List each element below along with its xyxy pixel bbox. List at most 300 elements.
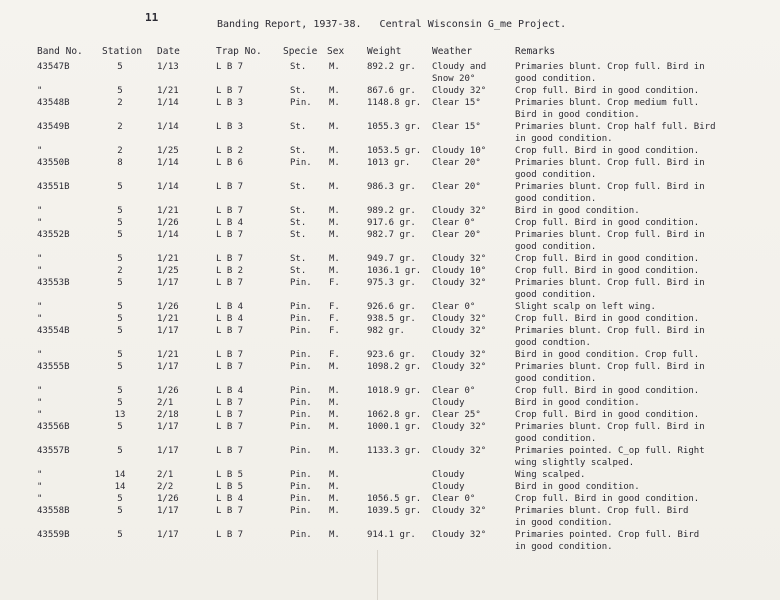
- cell-trap: L B 7: [216, 62, 244, 72]
- cell-sex: M.: [329, 470, 340, 480]
- paper-fold-mark: [377, 550, 378, 600]
- cell-remarks: wing slightly scalped.: [515, 458, 635, 468]
- table-row: [0, 470, 780, 482]
- cell-weather: Clear 20°: [432, 158, 481, 168]
- cell-weather: Cloudy: [432, 398, 465, 408]
- cell-sex: F.: [329, 278, 340, 288]
- cell-trap: L B 7: [216, 86, 244, 96]
- cell-weather: Clear 0°: [432, 494, 476, 504]
- cell-specie: Pin.: [290, 302, 312, 312]
- cell-station: 5: [117, 506, 123, 516]
- table-row: [0, 182, 780, 194]
- table-row: [0, 278, 780, 290]
- cell-remarks: Bird in good condition.: [515, 482, 640, 492]
- cell-weather: Cloudy 10°: [432, 266, 487, 276]
- cell-weight: 917.6 gr.: [367, 218, 416, 228]
- cell-specie: St.: [290, 206, 307, 216]
- cell-band: ": [37, 146, 43, 156]
- cell-date: 1/17: [157, 530, 179, 540]
- cell-sex: M.: [329, 206, 340, 216]
- cell-date: 1/21: [157, 206, 179, 216]
- cell-remarks: Wing scalped.: [515, 470, 586, 480]
- page-number: 11: [145, 11, 159, 24]
- table-row: [0, 254, 780, 266]
- cell-weather: Cloudy 32°: [432, 530, 487, 540]
- header-sex: Sex: [327, 46, 345, 57]
- cell-sex: M.: [329, 362, 340, 372]
- cell-date: 1/26: [157, 386, 179, 396]
- cell-sex: M.: [329, 230, 340, 240]
- cell-date: 1/26: [157, 494, 179, 504]
- cell-station: 5: [117, 446, 123, 456]
- cell-specie: Pin.: [290, 98, 312, 108]
- table-row: [0, 218, 780, 230]
- cell-remarks: Primaries blunt. Crop full. Bird in: [515, 62, 705, 72]
- cell-sex: M.: [329, 386, 340, 396]
- cell-weather: Clear 25°: [432, 410, 481, 420]
- table-row: [0, 62, 780, 74]
- cell-band: ": [37, 398, 43, 408]
- header-band-no: Band No.: [37, 46, 83, 57]
- cell-remarks: Primaries blunt. Crop full. Bird in: [515, 326, 705, 336]
- cell-sex: M.: [329, 506, 340, 516]
- cell-trap: L B 4: [216, 494, 244, 504]
- report-title: Banding Report, 1937-38. Central Wisconsin G_me Project.: [217, 19, 567, 30]
- table-row: [0, 518, 780, 530]
- cell-weather: Clear 20°: [432, 182, 481, 192]
- cell-date: 1/17: [157, 506, 179, 516]
- cell-remarks: good condition.: [515, 170, 597, 180]
- cell-band: 43556B: [37, 422, 70, 432]
- table-row: [0, 134, 780, 146]
- cell-trap: L B 7: [216, 362, 244, 372]
- cell-trap: L B 6: [216, 158, 244, 168]
- cell-trap: L B 4: [216, 314, 244, 324]
- cell-weight: 982 gr.: [367, 326, 405, 336]
- table-row: [0, 206, 780, 218]
- cell-trap: L B 7: [216, 230, 244, 240]
- cell-band: 43558B: [37, 506, 70, 516]
- cell-remarks: Primaries blunt. Crop full. Bird in: [515, 182, 705, 192]
- cell-specie: Pin.: [290, 314, 312, 324]
- cell-trap: L B 2: [216, 266, 244, 276]
- header-station: Station: [102, 46, 143, 57]
- cell-sex: M.: [329, 422, 340, 432]
- cell-band: 43547B: [37, 62, 70, 72]
- cell-band: ": [37, 386, 43, 396]
- cell-specie: St.: [290, 266, 307, 276]
- table-row: [0, 338, 780, 350]
- table-row: [0, 158, 780, 170]
- cell-remarks: good condition.: [515, 242, 597, 252]
- cell-band: 43550B: [37, 158, 70, 168]
- cell-weather: Clear 0°: [432, 218, 476, 228]
- cell-date: 1/14: [157, 158, 179, 168]
- cell-station: 5: [117, 326, 123, 336]
- cell-band: 43553B: [37, 278, 70, 288]
- cell-date: 2/18: [157, 410, 179, 420]
- cell-sex: M.: [329, 410, 340, 420]
- cell-trap: L B 4: [216, 386, 244, 396]
- cell-trap: L B 7: [216, 422, 244, 432]
- cell-sex: F.: [329, 314, 340, 324]
- cell-sex: M.: [329, 62, 340, 72]
- cell-band: 43549B: [37, 122, 70, 132]
- cell-date: 1/17: [157, 422, 179, 432]
- cell-weight: 926.6 gr.: [367, 302, 416, 312]
- cell-remarks: good condition.: [515, 194, 597, 204]
- table-row: [0, 482, 780, 494]
- cell-weather: Cloudy: [432, 482, 465, 492]
- cell-date: 1/21: [157, 350, 179, 360]
- cell-specie: St.: [290, 122, 307, 132]
- cell-weather: Cloudy 32°: [432, 206, 487, 216]
- cell-trap: L B 7: [216, 326, 244, 336]
- cell-station: 5: [117, 422, 123, 432]
- cell-weight: 1056.5 gr.: [367, 494, 422, 504]
- cell-station: 5: [117, 362, 123, 372]
- cell-weight: 989.2 gr.: [367, 206, 416, 216]
- cell-station: 2: [117, 98, 123, 108]
- table-row: [0, 302, 780, 314]
- cell-station: 5: [117, 398, 123, 408]
- cell-weather: Clear 0°: [432, 386, 476, 396]
- table-row: [0, 122, 780, 134]
- cell-remarks: Bird in good condition.: [515, 110, 640, 120]
- cell-specie: Pin.: [290, 470, 312, 480]
- cell-station: 2: [117, 122, 123, 132]
- cell-specie: Pin.: [290, 350, 312, 360]
- cell-remarks: Crop full. Bird in good condition.: [515, 410, 700, 420]
- cell-specie: Pin.: [290, 494, 312, 504]
- cell-weather: Cloudy 32°: [432, 506, 487, 516]
- table-row: [0, 446, 780, 458]
- cell-sex: M.: [329, 146, 340, 156]
- cell-weather: Cloudy 32°: [432, 314, 487, 324]
- cell-trap: L B 7: [216, 278, 244, 288]
- cell-specie: St.: [290, 254, 307, 264]
- table-row: [0, 98, 780, 110]
- cell-station: 5: [117, 314, 123, 324]
- cell-sex: M.: [329, 530, 340, 540]
- cell-band: ": [37, 254, 43, 264]
- cell-station: 5: [117, 278, 123, 288]
- cell-band: 43551B: [37, 182, 70, 192]
- cell-trap: L B 5: [216, 470, 244, 480]
- cell-remarks: Primaries pointed. C_op full. Right: [515, 446, 705, 456]
- cell-remarks: Crop full. Bird in good condition.: [515, 86, 700, 96]
- cell-specie: St.: [290, 62, 307, 72]
- cell-trap: L B 3: [216, 122, 244, 132]
- cell-weather: Cloudy 32°: [432, 350, 487, 360]
- cell-specie: Pin.: [290, 386, 312, 396]
- cell-specie: Pin.: [290, 530, 312, 540]
- cell-remarks: Crop full. Bird in good condition.: [515, 386, 700, 396]
- cell-remarks: Primaries blunt. Crop full. Bird in: [515, 422, 705, 432]
- cell-weather: Cloudy 32°: [432, 446, 487, 456]
- cell-station: 13: [114, 410, 126, 420]
- cell-specie: Pin.: [290, 326, 312, 336]
- cell-weight: 949.7 gr.: [367, 254, 416, 264]
- cell-band: ": [37, 470, 43, 480]
- cell-specie: Pin.: [290, 410, 312, 420]
- cell-weight: 867.6 gr.: [367, 86, 416, 96]
- cell-weather: Clear 15°: [432, 98, 481, 108]
- cell-date: 1/14: [157, 98, 179, 108]
- table-row: [0, 146, 780, 158]
- cell-sex: F.: [329, 302, 340, 312]
- cell-trap: L B 2: [216, 146, 244, 156]
- cell-sex: F.: [329, 326, 340, 336]
- header-trap-no: Trap No.: [216, 46, 262, 57]
- table-row: [0, 542, 780, 554]
- cell-trap: L B 4: [216, 218, 244, 228]
- cell-remarks: Primaries blunt. Crop full. Bird in: [515, 278, 705, 288]
- cell-trap: L B 7: [216, 350, 244, 360]
- table-row: [0, 194, 780, 206]
- table-row: [0, 86, 780, 98]
- cell-sex: M.: [329, 494, 340, 504]
- cell-trap: L B 7: [216, 410, 244, 420]
- banding-table: [0, 62, 780, 554]
- cell-trap: L B 7: [216, 506, 244, 516]
- cell-station: 5: [117, 230, 123, 240]
- cell-remarks: Primaries blunt. Crop full. Bird: [515, 506, 689, 516]
- table-row: [0, 242, 780, 254]
- cell-station: 2: [117, 266, 123, 276]
- cell-remarks: good condition.: [515, 290, 597, 300]
- table-row: [0, 290, 780, 302]
- cell-band: ": [37, 494, 43, 504]
- cell-sex: F.: [329, 350, 340, 360]
- cell-band: 43548B: [37, 98, 70, 108]
- cell-date: 1/17: [157, 362, 179, 372]
- cell-weight: 1148.8 gr.: [367, 98, 422, 108]
- cell-date: 1/21: [157, 254, 179, 264]
- cell-weather: Cloudy and: [432, 62, 487, 72]
- cell-sex: M.: [329, 446, 340, 456]
- cell-weather: Cloudy 10°: [432, 146, 487, 156]
- cell-band: ": [37, 350, 43, 360]
- cell-date: 1/14: [157, 230, 179, 240]
- cell-date: 1/26: [157, 218, 179, 228]
- cell-date: 2/1: [157, 398, 174, 408]
- cell-remarks: Primaries blunt. Crop full. Bird in: [515, 362, 705, 372]
- cell-weather: Cloudy: [432, 470, 465, 480]
- cell-station: 5: [117, 530, 123, 540]
- cell-station: 14: [114, 482, 126, 492]
- table-row: [0, 386, 780, 398]
- cell-remarks: Crop full. Bird in good condition.: [515, 266, 700, 276]
- table-row: [0, 74, 780, 86]
- cell-sex: M.: [329, 482, 340, 492]
- cell-remarks: in good condition.: [515, 518, 613, 528]
- cell-sex: M.: [329, 182, 340, 192]
- cell-sex: M.: [329, 254, 340, 264]
- cell-weight: 982.7 gr.: [367, 230, 416, 240]
- cell-remarks: good condtion.: [515, 338, 591, 348]
- cell-weight: 923.6 gr.: [367, 350, 416, 360]
- cell-weight: 1098.2 gr.: [367, 362, 422, 372]
- cell-weight: 1036.1 gr.: [367, 266, 422, 276]
- cell-sex: M.: [329, 98, 340, 108]
- cell-sex: M.: [329, 218, 340, 228]
- cell-date: 1/25: [157, 266, 179, 276]
- cell-station: 5: [117, 494, 123, 504]
- cell-remarks: Primaries blunt. Crop medium full.: [515, 98, 700, 108]
- cell-specie: Pin.: [290, 398, 312, 408]
- cell-weather: Clear 15°: [432, 122, 481, 132]
- table-row: [0, 434, 780, 446]
- cell-station: 5: [117, 302, 123, 312]
- cell-trap: L B 7: [216, 182, 244, 192]
- cell-date: 1/17: [157, 326, 179, 336]
- cell-trap: L B 7: [216, 446, 244, 456]
- cell-weight: 986.3 gr.: [367, 182, 416, 192]
- cell-remarks: Primaries blunt. Crop full. Bird in: [515, 158, 705, 168]
- table-row: [0, 494, 780, 506]
- cell-remarks: Primaries blunt. Crop full. Bird in: [515, 230, 705, 240]
- cell-band: ": [37, 314, 43, 324]
- cell-specie: Pin.: [290, 422, 312, 432]
- cell-station: 14: [114, 470, 126, 480]
- cell-station: 5: [117, 86, 123, 96]
- cell-band: ": [37, 482, 43, 492]
- cell-station: 5: [117, 386, 123, 396]
- cell-specie: Pin.: [290, 506, 312, 516]
- cell-remarks: Crop full. Bird in good condition.: [515, 494, 700, 504]
- cell-station: 5: [117, 254, 123, 264]
- cell-weather: Cloudy 32°: [432, 278, 487, 288]
- cell-remarks: in good condition.: [515, 542, 613, 552]
- cell-specie: Pin.: [290, 362, 312, 372]
- cell-band: ": [37, 206, 43, 216]
- cell-remarks: good condition.: [515, 434, 597, 444]
- cell-band: ": [37, 302, 43, 312]
- cell-band: ": [37, 86, 43, 96]
- cell-sex: M.: [329, 266, 340, 276]
- cell-specie: St.: [290, 86, 307, 96]
- cell-weight: 1133.3 gr.: [367, 446, 422, 456]
- cell-specie: Pin.: [290, 158, 312, 168]
- cell-remarks: Crop full. Bird in good condition.: [515, 254, 700, 264]
- cell-date: 1/17: [157, 278, 179, 288]
- cell-trap: L B 3: [216, 98, 244, 108]
- cell-date: 1/14: [157, 182, 179, 192]
- cell-band: 43552B: [37, 230, 70, 240]
- cell-trap: L B 7: [216, 254, 244, 264]
- cell-band: ": [37, 266, 43, 276]
- cell-weather: Cloudy 32°: [432, 362, 487, 372]
- cell-date: 2/2: [157, 482, 174, 492]
- header-weight: Weight: [367, 46, 402, 57]
- cell-band: 43554B: [37, 326, 70, 336]
- cell-remarks: Crop full. Bird in good condition.: [515, 314, 700, 324]
- table-row: [0, 314, 780, 326]
- cell-weight: 938.5 gr.: [367, 314, 416, 324]
- cell-weight: 1062.8 gr.: [367, 410, 422, 420]
- table-row: [0, 506, 780, 518]
- table-row: [0, 374, 780, 386]
- cell-remarks: Bird in good condition.: [515, 398, 640, 408]
- cell-remarks: Slight scalp on left wing.: [515, 302, 656, 312]
- cell-station: 5: [117, 62, 123, 72]
- table-row: [0, 398, 780, 410]
- cell-weight: 1013 gr.: [367, 158, 411, 168]
- cell-remarks: good condition.: [515, 374, 597, 384]
- cell-weight: 1018.9 gr.: [367, 386, 422, 396]
- header-weather: Weather: [432, 46, 473, 57]
- cell-date: 1/25: [157, 146, 179, 156]
- cell-date: 1/13: [157, 62, 179, 72]
- cell-remarks: Crop full. Bird in good condition.: [515, 218, 700, 228]
- cell-band: ": [37, 410, 43, 420]
- cell-trap: L B 7: [216, 206, 244, 216]
- table-row: [0, 350, 780, 362]
- cell-weather: Cloudy 32°: [432, 86, 487, 96]
- cell-weather: Clear 0°: [432, 302, 476, 312]
- cell-weight: 1053.5 gr.: [367, 146, 422, 156]
- cell-trap: L B 7: [216, 530, 244, 540]
- cell-remarks: good condition.: [515, 74, 597, 84]
- cell-specie: St.: [290, 146, 307, 156]
- cell-weight: 975.3 gr.: [367, 278, 416, 288]
- cell-remarks: Bird in good condition. Crop full.: [515, 350, 700, 360]
- cell-remarks: Bird in good condition.: [515, 206, 640, 216]
- cell-station: 5: [117, 182, 123, 192]
- table-row: [0, 266, 780, 278]
- cell-specie: St.: [290, 218, 307, 228]
- table-row: [0, 110, 780, 122]
- cell-specie: St.: [290, 182, 307, 192]
- table-row: [0, 458, 780, 470]
- cell-weather: Clear 20°: [432, 230, 481, 240]
- cell-weather: Cloudy 32°: [432, 422, 487, 432]
- table-row: [0, 410, 780, 422]
- cell-date: 1/21: [157, 314, 179, 324]
- table-row: [0, 530, 780, 542]
- cell-date: 1/21: [157, 86, 179, 96]
- cell-station: 5: [117, 218, 123, 228]
- header-specie: Specie: [283, 46, 318, 57]
- cell-trap: L B 7: [216, 398, 244, 408]
- cell-weather: Cloudy 32°: [432, 326, 487, 336]
- header-remarks: Remarks: [515, 46, 556, 57]
- cell-weight: 1000.1 gr.: [367, 422, 422, 432]
- header-date: Date: [157, 46, 180, 57]
- cell-band: 43555B: [37, 362, 70, 372]
- cell-date: 2/1: [157, 470, 174, 480]
- cell-station: 5: [117, 350, 123, 360]
- cell-weight: 892.2 gr.: [367, 62, 416, 72]
- cell-weather: Snow 20°: [432, 74, 476, 84]
- cell-specie: Pin.: [290, 482, 312, 492]
- cell-date: 1/14: [157, 122, 179, 132]
- cell-remarks: Primaries blunt. Crop half full. Bird: [515, 122, 716, 132]
- cell-weight: 914.1 gr.: [367, 530, 416, 540]
- cell-sex: M.: [329, 398, 340, 408]
- table-row: [0, 326, 780, 338]
- cell-weather: Cloudy 32°: [432, 254, 487, 264]
- cell-station: 8: [117, 158, 123, 168]
- cell-trap: L B 5: [216, 482, 244, 492]
- cell-station: 5: [117, 206, 123, 216]
- table-row: [0, 230, 780, 242]
- cell-station: 2: [117, 146, 123, 156]
- cell-trap: L B 4: [216, 302, 244, 312]
- cell-remarks: Primaries pointed. Crop full. Bird: [515, 530, 700, 540]
- cell-remarks: Crop full. Bird in good condition.: [515, 146, 700, 156]
